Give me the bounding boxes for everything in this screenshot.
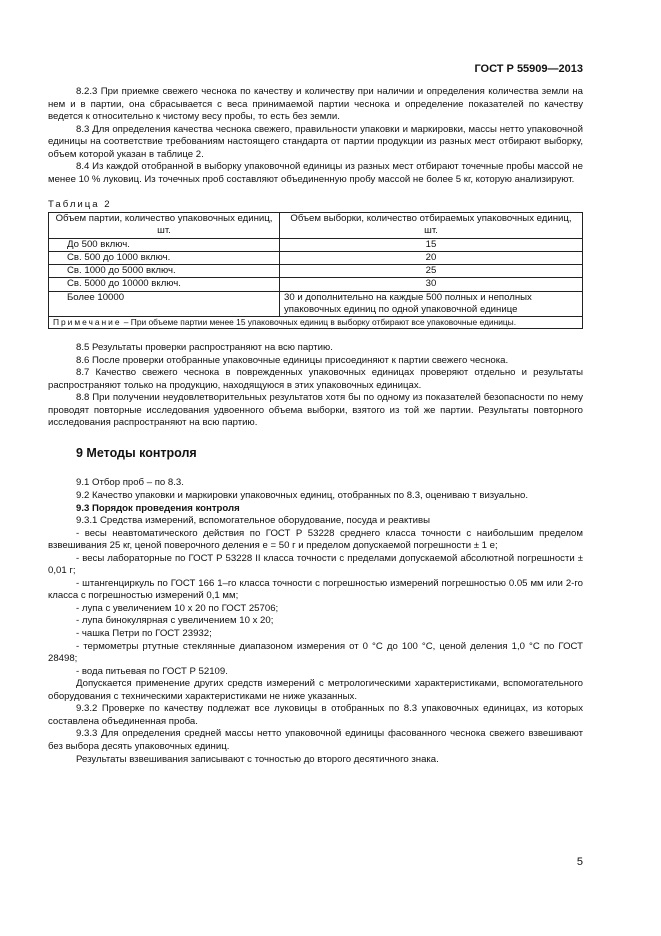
table-cell: Св. 5000 до 10000 включ. xyxy=(49,278,280,291)
list-item: - штангенциркуль по ГОСТ 166 1–го класса точности с погрешностью измерений погрешностью 0.05 мм или 2-го класса с погрешностью измерений 0,1 мм; xyxy=(48,577,583,602)
list-item: - лупа с увеличением 10 х 20 по ГОСТ 25706; xyxy=(76,602,279,614)
sample-size-table xyxy=(48,212,583,329)
table-row xyxy=(49,265,583,278)
list-item: - вода питьевая по ГОСТ Р 52109. xyxy=(76,665,228,677)
note-label: Примечание xyxy=(53,317,122,328)
paragraph-9-1: 9.1 Отбор проб – по 8.3. xyxy=(76,477,184,489)
table-header-row xyxy=(49,212,583,238)
table-cell: Более 10000 xyxy=(49,291,280,317)
paragraph-8-3: 8.3 Для определения качества чеснока свежего, правильности упаковки и маркировки, массы нетто упаковочной единицы на соответствие требованиям настоящего стандарта от партии продукции из разных мест отбирают выборку, объем которой указан в таблице 2. xyxy=(48,123,583,160)
table-row xyxy=(49,238,583,251)
paragraph-8-7: 8.7 Качество свежего чеснока в поврежденных упаковочных единицах проверяют отдельно и результаты распространяют только на продукцию, находящуюся в этих упаковочных единицах. xyxy=(48,367,583,391)
paragraph-allowance: Допускается применение других средств измерений с метрологическими характеристиками, вспомогательного оборудования с техническими характеристиками не ниже указанных. xyxy=(48,678,583,702)
paragraph-9-3-2: 9.3.2 Проверке по качеству подлежат все луковицы в отобранных по 8.3 упаковочных единицах, из которых составлена объединенная проба. xyxy=(48,703,583,727)
list-item: - весы неавтоматического действия по ГОСТ Р 53228 среднего класса точности с наибольшим пределом взвешивания 25 кг, ценой поверочного деления е = 50 г и пределом допускаемой погрешности ± 1 е; xyxy=(48,527,583,552)
paragraph-9-3-1: 9.3.1 Средства измерений, вспомогательное оборудование, посуда и реактивы xyxy=(76,515,431,527)
table-note xyxy=(49,317,583,329)
paragraph-8-4: 8.4 Из каждой отобранной в выборку упаковочной единицы из разных мест отбирают точечные пробы массой не менее 10 % луковиц. Из точечных проб составляют объединенную пробу массой не более 5 кг, которую анализируют. xyxy=(48,161,583,185)
table-cell: 20 xyxy=(280,251,583,264)
note-text: – При объеме партии менее 15 упаковочных единиц в выборку отбирают все упаковочные единицы. xyxy=(121,317,517,328)
list-item: - термометры ртутные стеклянные диапазоном измерения от 0 °С до 100 °С, ценой деления 1,0 °С по ГОСТ 28498; xyxy=(48,640,583,665)
table-cell: 25 xyxy=(280,265,583,278)
list-item: - чашка Петри по ГОСТ 23932; xyxy=(76,628,212,640)
list-item: - весы лабораторные по ГОСТ Р 53228 II класса точности с пределами допускаемой абсолютной погрешности ± 0,01 г; xyxy=(48,552,583,577)
table-row xyxy=(49,291,583,317)
table-cell: До 500 включ. xyxy=(49,238,280,251)
table-cell: Св. 500 до 1000 включ. xyxy=(49,251,280,264)
page-number: 5 xyxy=(576,856,583,868)
table-note-row xyxy=(49,317,583,329)
paragraph-8-2-3: 8.2.3 При приемке свежего чеснока по качеству и количеству при наличии и определения количества земли на нем и в партии, она сбрасывается с веса принимаемой партии чеснока и определение показателей по качеству ведется к относительно к чистому весу пробы, то есть без земли. xyxy=(48,86,583,123)
table-row xyxy=(49,278,583,291)
table-header-cell: Объем выборки, количество отбираемых упаковочных единиц, шт. xyxy=(280,212,583,238)
paragraph-9-3-3: 9.3.3 Для определения средней массы нетто упаковочной единицы фасованного чеснока свежего взвешивают без выбора десять упаковочных единиц. xyxy=(48,728,583,752)
subsection-heading: 9.3 Порядок проведения контроля xyxy=(76,502,240,514)
paragraph-8-8: 8.8 При получении неудовлетворительных результатов хотя бы по одному из показателей безопасности по нему проводят повторные исследования удвоенного объема выборки, взятого из той же партии. Результаты повторного исследования распространяют на всю партию. xyxy=(48,392,583,429)
section-heading: 9 Методы контроля xyxy=(76,445,197,460)
table-row xyxy=(49,251,583,264)
list-item: - лупа бинокулярная с увеличением 10 х 20; xyxy=(76,615,274,627)
table-cell: 15 xyxy=(280,238,583,251)
table-caption: Таблица 2 xyxy=(48,199,112,211)
table-header-cell: Объем партии, количество упаковочных единиц, шт. xyxy=(49,212,280,238)
page-content xyxy=(48,86,583,766)
paragraph-8-6: 8.6 После проверки отобранные упаковочные единицы присоединяют к партии свежего чеснока. xyxy=(76,354,509,366)
table-cell: 30 и дополнительно на каждые 500 полных и неполных упаковочных единиц по одной упаковочной единице xyxy=(280,291,583,317)
standard-code-header: ГОСТ Р 55909—2013 xyxy=(474,63,583,75)
paragraph-9-2: 9.2 Качество упаковки и маркировки упаковочных единиц, отобранных по 8.3, оцениваю т визуально. xyxy=(76,490,529,502)
paragraph-results: Результаты взвешивания записывают с точностью до второго десятичного знака. xyxy=(76,753,439,765)
table-cell: Св. 1000 до 5000 включ. xyxy=(49,265,280,278)
table-cell: 30 xyxy=(280,278,583,291)
paragraph-8-5: 8.5 Результаты проверки распространяют на всю партию. xyxy=(76,342,333,354)
